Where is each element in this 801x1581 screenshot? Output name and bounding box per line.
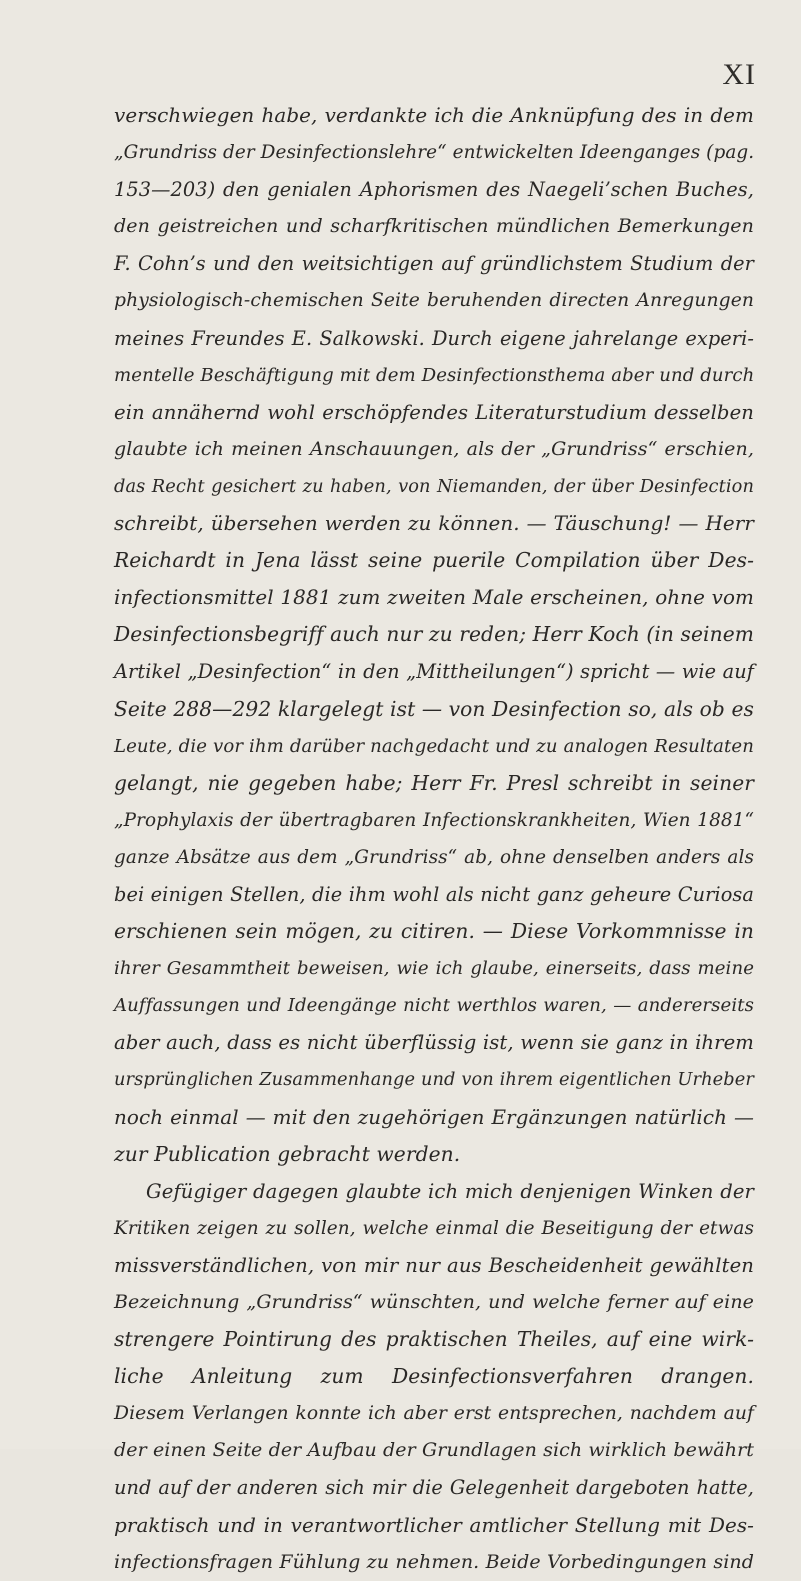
text-line: gelangt, nie gegeben habe; Herr Fr. Presl schreibt in seiner (114, 770, 754, 795)
text-line: Artikel „Desinfection“ in den „Mittheilungen“) spricht — wie auf (114, 660, 754, 684)
text-line: „Prophylaxis der übertragbaren Infectionskrankheiten, Wien 1881“ (114, 809, 754, 831)
text-line: meines Freundes E. Salkowski. Durch eigene jahrelange experi- (114, 326, 754, 350)
text-line: infectionsfragen Fühlung zu nehmen. Beide Vorbedingungen sind (114, 1550, 754, 1573)
text-line-paragraph-end: zur Publication gebracht werden. (114, 1141, 461, 1166)
text-line: strengere Pointirung des praktischen Theiles, auf eine wirk- (114, 1327, 754, 1352)
text-line: glaubte ich meinen Anschauungen, als der „Grundriss“ erschien, (114, 437, 754, 460)
text-line: physiologisch-chemischen Seite beruhenden directen Anregungen (114, 290, 754, 312)
text-line: F. Cohn’s und den weitsichtigen auf gründlichstem Studium der (114, 252, 754, 276)
text-line: erschienen sein mögen, zu citiren. — Diese Vorkommnisse in (114, 919, 754, 944)
text-line: bei einigen Stellen, die ihm wohl als nicht ganz geheure Curiosa (114, 882, 754, 906)
text-line: Auffassungen und Ideengänge nicht werthlos waren, — andererseits (114, 995, 754, 1017)
text-line: mentelle Beschäftigung mit dem Desinfectionsthema aber und durch (114, 364, 755, 386)
text-line: ganze Absätze aus dem „Grundriss“ ab, ohne denselben anders als (114, 846, 754, 868)
text-line: Leute, die vor ihm darüber nachgedacht und zu analogen Resultaten (114, 735, 754, 757)
text-line: infectionsmittel 1881 zum zweiten Male erscheinen, ohne vom (114, 586, 754, 610)
text-line: verschwiegen habe, verdankte ich die Anknüpfung des in dem (114, 104, 754, 127)
text-line: praktisch und in verantwortlicher amtlicher Stellung mit Des- (114, 1513, 754, 1537)
text-line: missverständlichen, von mir nur aus Bescheidenheit gewählten (114, 1253, 754, 1277)
text-line: aber auch, dass es nicht überflüssig ist, wenn sie ganz in ihrem (114, 1031, 754, 1055)
text-line: den geistreichen und scharfkritischen mündlichen Bemerkungen (114, 215, 754, 238)
text-line: Diesem Verlangen konnte ich aber erst entsprechen, nachdem auf (114, 1403, 754, 1425)
text-line: der einen Seite der Aufbau der Grundlagen sich wirklich bewährt (114, 1439, 754, 1462)
text-line: ein annähernd wohl erschöpfendes Literaturstudium desselben (114, 400, 754, 424)
text-line: noch einmal — mit den zugehörigen Ergänzungen natürlich — (114, 1105, 754, 1129)
text-line: Desinfectionsbegriff auch nur zu reden; Herr Koch (in seinem (114, 622, 754, 647)
body-text (114, 97, 754, 1581)
text-line-paragraph-start: Gefügiger dagegen glaubte ich mich denjenigen Winken der (146, 1179, 754, 1203)
page-number: XI (722, 58, 756, 91)
text-line: Bezeichnung „Grundriss“ wünschten, und welche ferner auf eine (114, 1291, 754, 1313)
text-line: das Recht gesichert zu haben, von Niemanden, der über Desinfection (114, 475, 754, 497)
text-line: liche Anleitung zum Desinfectionsverfahren drangen. (114, 1364, 754, 1389)
text-line: ihrer Gesammtheit beweisen, wie ich glaube, einerseits, dass meine (114, 958, 754, 980)
text-line: 153—203) den genialen Aphorismen des Naegeli’schen Buches, (114, 178, 754, 202)
text-line: Seite 288—292 klargelegt ist — von Desinfection so, als ob es (114, 696, 754, 721)
text-line: „Grundriss der Desinfectionslehre“ entwickelten Ideenganges (pag. (114, 142, 755, 164)
text-line: ursprünglichen Zusammenhange und von ihrem eigentlichen Urheber (114, 1069, 754, 1091)
text-line: schreibt, übersehen werden zu können. — Täuschung! — Herr (114, 512, 754, 536)
text-line: und auf der anderen sich mir die Gelegenheit dargeboten hatte, (114, 1476, 754, 1500)
text-line: Kritiken zeigen zu sollen, welche einmal die Beseitigung der etwas (114, 1217, 754, 1239)
text-line: Reichardt in Jena lässt seine puerile Compilation über Des- (114, 548, 754, 573)
